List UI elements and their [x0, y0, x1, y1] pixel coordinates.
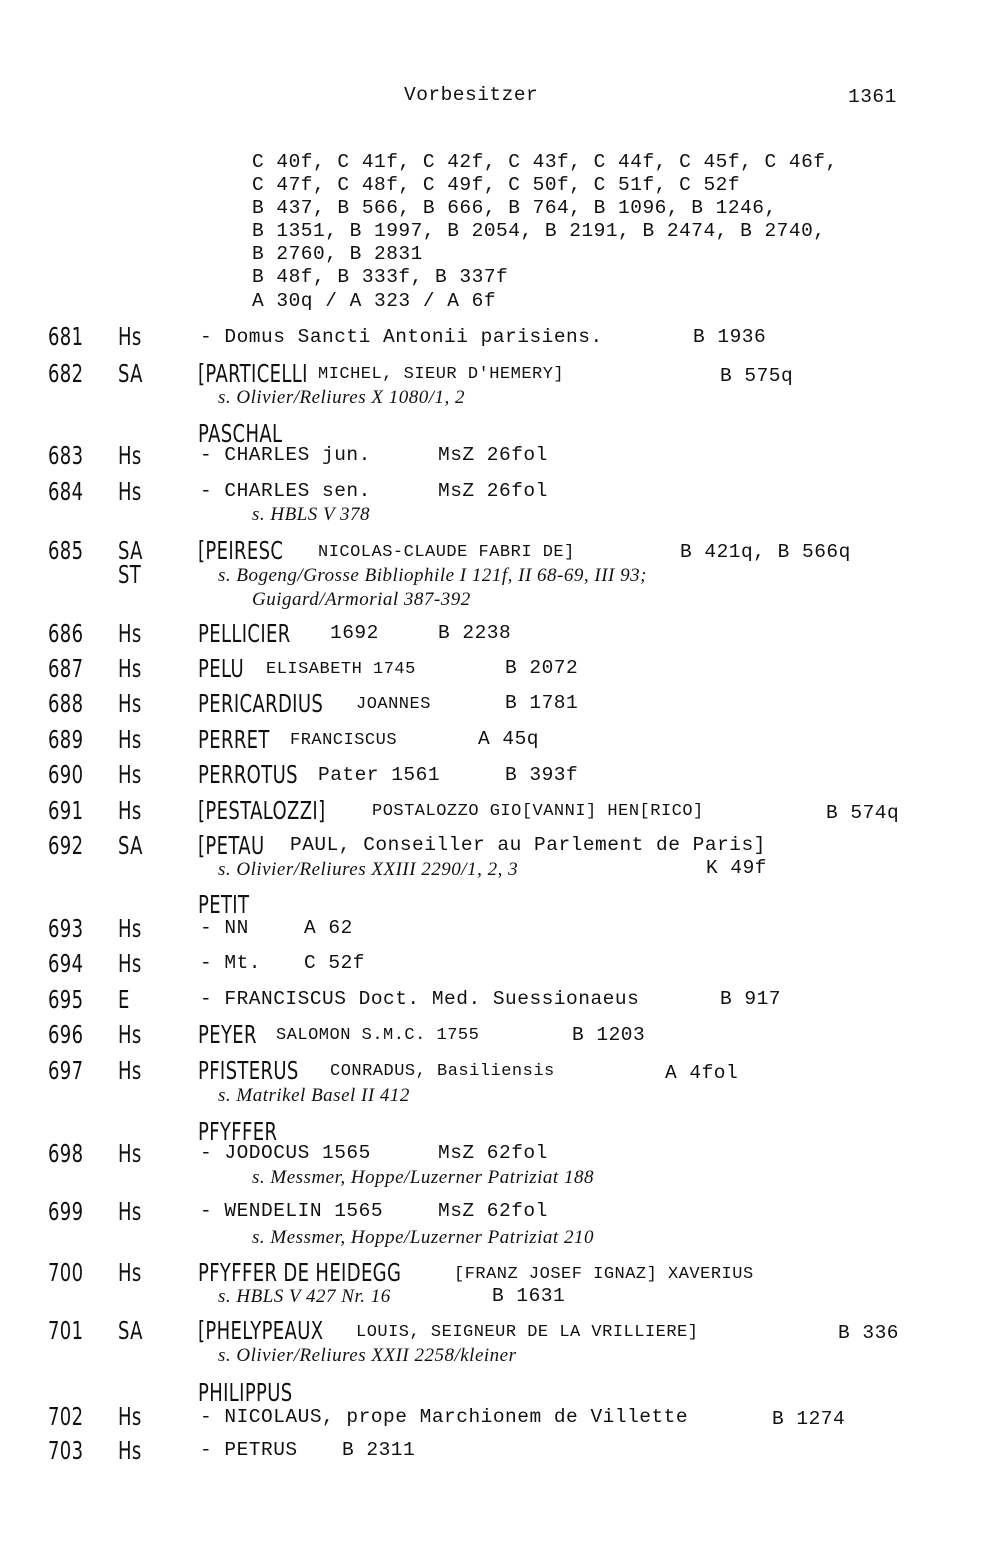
ref-line: B 48f, B 333f, B 337f	[252, 266, 509, 288]
entry-number: 687	[48, 654, 84, 683]
entry-note: s. Olivier/Reliures X 1080/1, 2	[218, 387, 465, 408]
entry-name: [PEIRESC	[198, 536, 284, 565]
entry-rest: LOUIS, SEIGNEUR DE LA VRILLIERE]	[356, 1323, 699, 1342]
entry-number: 702	[48, 1402, 84, 1431]
entry-text: - JODOCUS 1565	[200, 1142, 371, 1164]
entry-type: Hs	[118, 1258, 142, 1287]
entry-ref: B 393f	[505, 764, 579, 786]
entry-ref: A 4fol	[665, 1062, 739, 1084]
entry-ref: B 2238	[438, 622, 512, 644]
entry-ref: A 45q	[478, 728, 540, 750]
entry-type: Hs	[118, 619, 142, 648]
entry-name: PELU	[198, 654, 244, 683]
entry-number: 699	[48, 1197, 84, 1226]
entry-rest: ELISABETH 1745	[266, 660, 416, 679]
entry-ref: B 421q, B 566q	[680, 541, 851, 563]
entry-rest: JOANNES	[356, 695, 431, 714]
entry-rest: 1692	[330, 622, 379, 644]
entry-ref: B 1936	[693, 326, 767, 348]
entry-ref: B 575q	[720, 365, 794, 387]
entry-number: 682	[48, 359, 84, 388]
ref-line: B 2760, B 2831	[252, 243, 423, 265]
entry-type: Hs	[118, 1197, 142, 1226]
entry-rest: POSTALOZZO GIO[VANNI] HEN[RICO]	[372, 802, 704, 821]
entry-number: 697	[48, 1056, 84, 1085]
entry-note: s. Olivier/Reliures XXII 2258/kleiner	[218, 1345, 517, 1366]
entry-text: - CHARLES sen.	[200, 480, 371, 502]
entry-name: PFYFFER DE HEIDEGG	[198, 1258, 402, 1287]
entry-ref: K 49f	[706, 857, 768, 879]
entry-text: - NICOLAUS, prope Marchionem de Villette	[200, 1406, 689, 1428]
ref-line: B 437, B 566, B 666, B 764, B 1096, B 1246,	[252, 197, 777, 219]
entry-name: PEYER	[198, 1020, 257, 1049]
entry-rest: [FRANZ JOSEF IGNAZ] XAVERIUS	[454, 1265, 754, 1284]
entry-type: Hs	[118, 1402, 142, 1431]
entry-ref: A 62	[304, 917, 353, 939]
entry-note: s. HBLS V 427 Nr. 16	[218, 1286, 391, 1307]
entry-name: PERRET	[198, 725, 270, 754]
entry-ref: B 1274	[772, 1408, 846, 1430]
entry-number: 693	[48, 914, 84, 943]
entry-note: s. Messmer, Hoppe/Luzerner Patriziat 210	[252, 1227, 594, 1248]
entry-text: - NN	[200, 917, 249, 939]
entry-ref: B 917	[720, 988, 782, 1010]
entry-number: 703	[48, 1436, 84, 1465]
ref-line: C 40f, C 41f, C 42f, C 43f, C 44f, C 45f, C 46f,	[252, 151, 838, 173]
entry-type: SA	[118, 359, 143, 388]
entry-type: Hs	[118, 441, 142, 470]
entry-rest: MICHEL, SIEUR D'HEMERY]	[318, 365, 565, 384]
entry-note: s. Messmer, Hoppe/Luzerner Patriziat 188	[252, 1167, 594, 1188]
entry-number: 684	[48, 477, 84, 506]
entry-name: [PESTALOZZI]	[198, 796, 326, 825]
entry-ref: B 2072	[505, 657, 579, 679]
entry-number: 700	[48, 1258, 84, 1287]
entry-type: Hs	[118, 725, 142, 754]
entry-type: SA	[118, 536, 143, 565]
entry-ref: MsZ 62fol	[438, 1200, 548, 1222]
entry-text: - PETRUS	[200, 1439, 298, 1461]
entry-number: 683	[48, 441, 84, 470]
entry-type: Hs	[118, 1056, 142, 1085]
ref-line: B 1351, B 1997, B 2054, B 2191, B 2474, B 2740,	[252, 220, 826, 242]
entry-type: SA	[118, 831, 143, 860]
entry-text: - WENDELIN 1565	[200, 1200, 384, 1222]
entry-type: Hs	[118, 1020, 142, 1049]
entry-type: Hs	[118, 477, 142, 506]
entry-ref: MsZ 62fol	[438, 1142, 548, 1164]
surname-heading: PETIT	[198, 890, 250, 919]
page-number: 1361	[848, 86, 897, 108]
entry-type: Hs	[118, 322, 142, 351]
ref-line: C 47f, C 48f, C 49f, C 50f, C 51f, C 52f	[252, 174, 741, 196]
entry-number: 681	[48, 322, 84, 351]
entry-number: 698	[48, 1139, 84, 1168]
entry-type: SA	[118, 1316, 143, 1345]
entry-ref: B 1631	[492, 1285, 566, 1307]
entry-number: 690	[48, 760, 84, 789]
entry-number: 701	[48, 1316, 84, 1345]
entry-note: s. Bogeng/Grosse Bibliophile I 121f, II 68-69, III 93;	[218, 565, 647, 586]
entry-type: Hs	[118, 689, 142, 718]
entry-type: Hs	[118, 949, 142, 978]
entry-type: Hs	[118, 796, 142, 825]
entry-type: Hs	[118, 914, 142, 943]
entry-name: PERROTUS	[198, 760, 298, 789]
entry-name: [PHELYPEAUX	[198, 1316, 324, 1345]
entry-number: 685	[48, 536, 84, 565]
entry-name: [PETAU	[198, 831, 265, 860]
entry-note: s. Olivier/Reliures XXIII 2290/1, 2, 3	[218, 859, 519, 880]
entry-rest: NICOLAS-CLAUDE FABRI DE]	[318, 543, 575, 562]
entry-rest: CONRADUS, Basiliensis	[330, 1062, 555, 1081]
entry-type: Hs	[118, 654, 142, 683]
entry-name: PELLICIER	[198, 619, 291, 648]
entry-text: - CHARLES jun.	[200, 444, 371, 466]
entry-number: 686	[48, 619, 84, 648]
entry-text: - FRANCISCUS Doct. Med. Suessionaeus	[200, 988, 640, 1010]
entry-ref: MsZ 26fol	[438, 480, 548, 502]
entry-number: 689	[48, 725, 84, 754]
entry-text: - Domus Sancti Antonii parisiens.	[200, 326, 603, 348]
entry-note: s. Matrikel Basel II 412	[218, 1085, 410, 1106]
entry-type: Hs	[118, 760, 142, 789]
entry-ref: B 336	[838, 1322, 900, 1344]
surname-heading: PHILIPPUS	[198, 1378, 293, 1407]
entry-rest: FRANCISCUS	[290, 731, 398, 750]
entry-note: Guigard/Armorial 387-392	[252, 589, 471, 610]
entry-name: [PARTICELLI	[198, 359, 308, 388]
entry-note: s. HBLS V 378	[252, 504, 371, 525]
entry-number: 695	[48, 985, 84, 1014]
entry-number: 688	[48, 689, 84, 718]
entry-ref: MsZ 26fol	[438, 444, 548, 466]
entry-type: E	[118, 985, 130, 1014]
entry-rest: PAUL, Conseiller au Parlement de Paris]	[290, 834, 766, 856]
entry-name: PERICARDIUS	[198, 689, 324, 718]
running-head: Vorbesitzer	[404, 84, 539, 106]
entry-ref: B 1781	[505, 692, 579, 714]
entry-rest: SALOMON S.M.C. 1755	[276, 1026, 480, 1045]
entry-ref: B 2311	[342, 1439, 416, 1461]
ref-line: A 30q / A 323 / A 6f	[252, 290, 497, 312]
entry-text: - Mt.	[200, 952, 262, 974]
entry-number: 691	[48, 796, 84, 825]
entry-type: Hs	[118, 1139, 142, 1168]
entry-type: Hs	[118, 1436, 142, 1465]
entry-number: 692	[48, 831, 84, 860]
surname-heading: PASCHAL	[198, 419, 283, 448]
entry-ref: B 1203	[572, 1024, 646, 1046]
entry-ref: C 52f	[304, 952, 366, 974]
entry-ref: B 574q	[826, 802, 900, 824]
entry-name: PFISTERUS	[198, 1056, 299, 1085]
surname-heading: PFYFFER	[198, 1117, 278, 1146]
entry-number: 694	[48, 949, 84, 978]
entry-number: 696	[48, 1020, 84, 1049]
entry-type-secondary: ST	[118, 560, 142, 589]
entry-rest: Pater 1561	[318, 764, 441, 786]
